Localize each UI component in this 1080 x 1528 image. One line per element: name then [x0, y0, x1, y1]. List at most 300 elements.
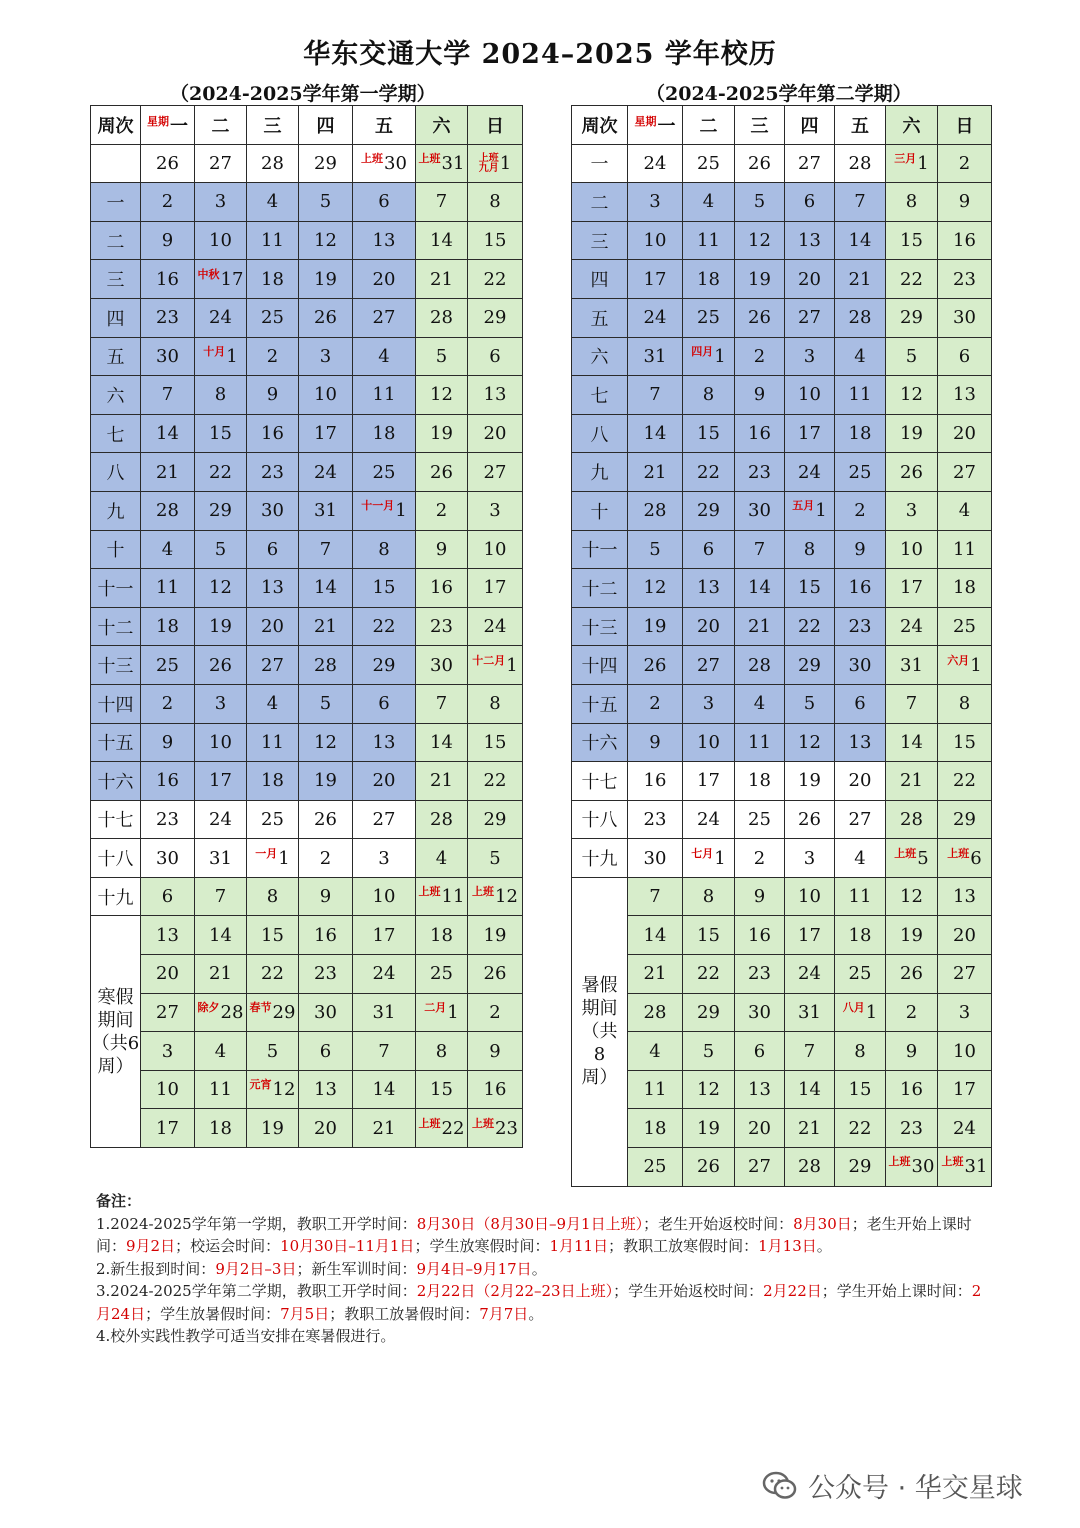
day-cell — [683, 955, 735, 994]
day-number: 19 — [900, 423, 923, 445]
day-cell — [299, 993, 353, 1032]
day-number: 4 — [854, 345, 866, 367]
day-cell — [835, 530, 886, 569]
day-cell — [353, 298, 416, 337]
day-number: 1 — [226, 345, 238, 367]
day-cell — [835, 877, 886, 916]
day-cell — [353, 260, 416, 299]
day-cell — [353, 221, 416, 260]
day-cell — [416, 491, 468, 530]
week-row — [91, 491, 523, 530]
day-cell — [735, 839, 785, 878]
day-cell — [195, 183, 247, 222]
day-number: 20 — [848, 770, 872, 792]
day-number: 30 — [748, 500, 771, 522]
day-cell — [299, 298, 353, 337]
day-cell — [141, 646, 195, 685]
week-number: 十二 — [91, 607, 141, 646]
day-cell — [683, 762, 735, 801]
day-number: 9 — [753, 384, 766, 406]
day-number: 28 — [220, 1001, 244, 1023]
vacation-label-line: （共6 — [91, 1032, 140, 1054]
day-cell — [628, 260, 683, 299]
remark-item — [96, 1258, 996, 1281]
day-cell — [247, 1032, 299, 1071]
day-number: 23 — [156, 808, 179, 830]
week-row — [91, 877, 523, 916]
day-cell — [938, 1032, 992, 1071]
day-number: 26 — [798, 808, 821, 830]
day-cell — [785, 298, 835, 337]
remark-date: 7月7日 — [479, 1304, 529, 1323]
day-number: 22 — [261, 963, 284, 985]
day-number: 16 — [900, 1079, 923, 1101]
day-number: 31 — [798, 1001, 821, 1023]
day-number: 9 — [319, 886, 332, 908]
day-cell — [683, 1070, 735, 1109]
day-cell — [938, 877, 992, 916]
day-annotation: 上班 — [472, 885, 495, 899]
day-annotation: 十一月 — [361, 499, 395, 513]
day-cell — [195, 955, 247, 994]
day-number: 24 — [643, 307, 667, 329]
day-cell — [835, 607, 886, 646]
day-number: 13 — [798, 230, 821, 252]
day-cell — [785, 260, 835, 299]
day-cell — [299, 453, 353, 492]
week-number: 二 — [572, 183, 628, 222]
day-cell — [353, 993, 416, 1032]
week-row — [91, 569, 523, 608]
day-cell — [886, 762, 938, 801]
remark-text: ；学生放寒假时间： — [414, 1237, 550, 1255]
remarks-heading: 备注： — [96, 1192, 142, 1210]
day-cell — [683, 569, 735, 608]
day-annotation: 十二月 — [472, 653, 506, 667]
day-number: 2 — [161, 693, 174, 715]
day-number: 11 — [848, 384, 872, 406]
day-cell — [468, 1109, 523, 1148]
day-cell — [141, 376, 195, 415]
day-number: 5 — [214, 538, 227, 560]
day-number: 11 — [953, 538, 976, 560]
day-cell — [195, 144, 247, 183]
week-row — [572, 1109, 992, 1148]
day-number: 21 — [430, 770, 453, 792]
day-number: 17 — [953, 1079, 976, 1101]
week-row — [91, 530, 523, 569]
day-cell — [141, 993, 195, 1032]
day-cell — [416, 800, 468, 839]
week-row — [572, 800, 992, 839]
day-number: 30 — [953, 307, 976, 329]
day-cell — [195, 221, 247, 260]
day-cell — [886, 491, 938, 530]
weekday-header: $^{星期}$一 — [141, 106, 195, 145]
day-number: 10 — [483, 538, 507, 560]
day-cell — [683, 221, 735, 260]
day-number: 25 — [748, 808, 771, 830]
page-title: 华东交通大学 2024–2025 学年校历 — [303, 39, 777, 70]
day-cell — [247, 453, 299, 492]
week-number: 十七 — [572, 762, 628, 801]
day-annotation: 中秋 — [197, 267, 220, 281]
day-number: 9 — [854, 538, 866, 560]
day-number: 9 — [905, 1040, 918, 1062]
day-cell — [835, 298, 886, 337]
day-cell — [886, 376, 938, 415]
day-cell — [735, 877, 785, 916]
day-cell — [247, 762, 299, 801]
day-number: 28 — [430, 307, 453, 329]
day-cell — [468, 453, 523, 492]
day-cell — [886, 569, 938, 608]
day-number: 8 — [489, 693, 501, 715]
week-number: 十六 — [91, 762, 141, 801]
day-number: 9 — [958, 191, 971, 213]
day-number: 5 — [266, 1040, 279, 1062]
day-annotation: 二月 — [424, 1000, 447, 1014]
day-number: 13 — [748, 1079, 771, 1101]
day-cell — [195, 877, 247, 916]
day-cell — [683, 453, 735, 492]
day-cell — [735, 762, 785, 801]
day-cell — [886, 183, 938, 222]
day-number: 27 — [156, 1001, 179, 1023]
day-cell — [195, 723, 247, 762]
day-cell — [735, 993, 785, 1032]
week-number — [91, 144, 141, 183]
day-cell — [938, 260, 992, 299]
day-cell — [299, 491, 353, 530]
week-row — [91, 916, 523, 955]
day-number: 19 — [748, 268, 771, 290]
day-number: 18 — [372, 423, 396, 445]
day-number: 11 — [209, 1079, 232, 1101]
day-cell — [628, 646, 683, 685]
day-number: 21 — [643, 461, 667, 483]
day-number: 2 — [266, 345, 279, 367]
day-annotation: 上班 — [418, 151, 441, 165]
day-cell — [735, 955, 785, 994]
remark-date: 2月22日 — [763, 1282, 822, 1300]
day-cell — [938, 607, 992, 646]
remark-text: ；新生军训时间： — [296, 1259, 417, 1278]
day-number: 16 — [848, 577, 872, 599]
day-number: 10 — [209, 731, 232, 753]
day-cell — [735, 144, 785, 183]
day-number: 26 — [209, 654, 232, 676]
day-cell — [785, 491, 835, 530]
day-cell — [835, 762, 886, 801]
day-number: 27 — [372, 808, 396, 830]
day-number: 25 — [848, 963, 872, 985]
day-number: 26 — [314, 808, 337, 830]
day-number: 1 — [714, 847, 726, 869]
day-cell — [628, 993, 683, 1032]
remark-date: 1月11日 — [549, 1237, 609, 1255]
day-annotation: 上班 — [418, 1116, 441, 1130]
week-number: 六 — [91, 376, 141, 415]
day-cell — [938, 337, 992, 376]
day-number: 28 — [314, 654, 337, 676]
day-cell — [353, 1070, 416, 1109]
day-number: 8 — [378, 538, 390, 560]
day-number: 17 — [372, 924, 396, 946]
week-row — [572, 1148, 992, 1187]
weekday-header: 四 — [299, 106, 353, 145]
day-cell — [785, 530, 835, 569]
remark-text: ；学生开始上课时间： — [821, 1282, 972, 1300]
day-number: 14 — [156, 423, 179, 445]
day-number: 11 — [848, 886, 872, 908]
day-number: 10 — [156, 1079, 179, 1101]
day-number: 9 — [161, 731, 174, 753]
week-number: 十四 — [572, 646, 628, 685]
day-cell — [628, 144, 683, 183]
day-number: 12 — [495, 886, 518, 908]
day-cell — [247, 1070, 299, 1109]
day-number: 1 — [278, 847, 290, 869]
day-number: 10 — [643, 230, 667, 252]
day-number: 29 — [272, 1001, 296, 1023]
day-number: 29 — [483, 307, 507, 329]
day-number: 29 — [848, 1156, 872, 1178]
day-cell — [785, 1109, 835, 1148]
week-row — [91, 144, 523, 183]
day-cell — [141, 955, 195, 994]
remark-date: 7月5日 — [280, 1304, 330, 1323]
day-number: 3 — [803, 847, 816, 869]
day-cell — [299, 530, 353, 569]
week-number: 十八 — [91, 839, 141, 878]
day-number: 14 — [314, 577, 337, 599]
day-number: 22 — [483, 268, 507, 290]
day-cell — [938, 839, 992, 878]
day-number: 5 — [905, 345, 918, 367]
day-cell — [628, 491, 683, 530]
day-cell — [299, 183, 353, 222]
day-cell — [735, 221, 785, 260]
day-number: 7 — [649, 384, 661, 406]
day-cell — [468, 955, 523, 994]
day-number: 8 — [854, 1040, 866, 1062]
day-number: 25 — [697, 152, 720, 174]
day-cell — [628, 337, 683, 376]
day-number: 23 — [314, 963, 337, 985]
day-number: 12 — [798, 731, 821, 753]
day-cell — [938, 530, 992, 569]
week-row — [91, 762, 523, 801]
day-number: 26 — [748, 152, 771, 174]
day-cell — [835, 684, 886, 723]
day-number: 22 — [483, 770, 507, 792]
day-cell — [683, 260, 735, 299]
day-number: 23 — [900, 1117, 923, 1139]
day-cell — [195, 298, 247, 337]
day-number: 20 — [798, 268, 821, 290]
day-cell — [468, 298, 523, 337]
day-number: 19 — [430, 423, 453, 445]
remark-date: 8月30日 — [793, 1214, 852, 1233]
day-number: 27 — [748, 1156, 771, 1178]
week-number: 三 — [91, 260, 141, 299]
day-cell — [886, 955, 938, 994]
day-number: 4 — [958, 500, 971, 522]
day-cell — [141, 337, 195, 376]
day-number: 5 — [702, 1040, 715, 1062]
day-cell — [195, 414, 247, 453]
day-number: 13 — [372, 731, 396, 753]
remark-text: ；老生开始上课时间： — [96, 1214, 972, 1255]
day-cell — [141, 1032, 195, 1071]
day-cell — [247, 530, 299, 569]
day-cell — [938, 1109, 992, 1148]
day-cell — [735, 1032, 785, 1071]
day-number: 24 — [209, 307, 232, 329]
day-cell — [416, 376, 468, 415]
day-number: 15 — [900, 230, 923, 252]
remark-item — [96, 1325, 996, 1348]
day-cell — [141, 414, 195, 453]
day-number: 19 — [314, 770, 337, 792]
day-cell — [628, 453, 683, 492]
day-cell — [416, 646, 468, 685]
day-number: 2 — [905, 1001, 918, 1023]
day-cell — [141, 183, 195, 222]
day-number: 31 — [964, 1156, 988, 1178]
day-number: 6 — [378, 191, 390, 213]
day-number: 16 — [314, 924, 337, 946]
day-cell — [299, 723, 353, 762]
day-cell — [195, 530, 247, 569]
week-number: 七 — [91, 414, 141, 453]
day-cell — [353, 1032, 416, 1071]
day-cell — [247, 723, 299, 762]
remarks-list — [96, 1213, 996, 1348]
week-row — [91, 221, 523, 260]
day-number: 14 — [430, 230, 453, 252]
day-number: 19 — [697, 1117, 720, 1139]
day-cell — [785, 762, 835, 801]
day-number: 24 — [798, 461, 821, 483]
day-cell — [416, 916, 468, 955]
day-number: 7 — [435, 693, 448, 715]
day-number: 28 — [798, 1156, 821, 1178]
day-number: 18 — [697, 268, 720, 290]
weekday-header: 二 — [683, 106, 735, 145]
day-cell — [628, 183, 683, 222]
day-number: 2 — [319, 847, 332, 869]
day-number: 22 — [372, 616, 396, 638]
day-cell — [353, 839, 416, 878]
day-cell — [195, 762, 247, 801]
day-number: 30 — [156, 847, 179, 869]
day-cell — [247, 684, 299, 723]
day-number: 2 — [649, 693, 661, 715]
day-number: 20 — [261, 616, 284, 638]
day-number: 3 — [958, 1001, 971, 1023]
day-cell — [141, 916, 195, 955]
day-number: 17 — [220, 268, 244, 290]
weekday-prefix: 星期 — [147, 114, 169, 128]
day-cell — [886, 337, 938, 376]
day-number: 7 — [378, 1040, 390, 1062]
weekday-header: 三 — [735, 106, 785, 145]
day-number: 27 — [261, 654, 284, 676]
day-number: 22 — [441, 1117, 465, 1139]
day-number: 2 — [958, 152, 971, 174]
day-cell — [785, 376, 835, 415]
week-number: 十七 — [91, 800, 141, 839]
day-number: 5 — [803, 693, 816, 715]
day-number: 15 — [697, 423, 720, 445]
day-cell — [683, 993, 735, 1032]
day-number: 19 — [483, 924, 507, 946]
remark-date: 2月24日 — [96, 1282, 982, 1323]
day-number: 9 — [489, 1040, 501, 1062]
vacation-label — [572, 877, 628, 1186]
day-number: 27 — [372, 307, 396, 329]
day-cell — [141, 298, 195, 337]
day-number: 29 — [697, 500, 720, 522]
day-cell — [886, 916, 938, 955]
day-cell — [683, 723, 735, 762]
day-number: 30 — [848, 654, 872, 676]
week-row — [572, 607, 992, 646]
day-cell — [735, 337, 785, 376]
day-cell — [785, 221, 835, 260]
remark-date: 9月4日–9月17日 — [416, 1259, 532, 1278]
day-cell — [195, 491, 247, 530]
day-number: 12 — [272, 1079, 296, 1101]
day-number: 10 — [798, 886, 821, 908]
day-cell — [835, 1109, 886, 1148]
day-number: 8 — [958, 693, 971, 715]
day-number: 24 — [209, 808, 232, 830]
week-number: 五 — [572, 298, 628, 337]
day-number: 12 — [314, 230, 337, 252]
day-number: 4 — [649, 1040, 661, 1062]
day-number: 3 — [702, 693, 715, 715]
day-number: 8 — [266, 886, 279, 908]
day-number: 23 — [748, 963, 771, 985]
day-number: 15 — [848, 1079, 872, 1101]
day-cell — [299, 916, 353, 955]
day-cell — [416, 723, 468, 762]
day-number: 4 — [214, 1040, 227, 1062]
remark-text: ；校运会时间： — [175, 1237, 281, 1255]
day-number: 13 — [953, 886, 976, 908]
day-number: 21 — [643, 963, 667, 985]
day-cell — [416, 607, 468, 646]
day-cell — [353, 916, 416, 955]
day-cell — [628, 877, 683, 916]
day-number: 5 — [435, 345, 448, 367]
day-number: 4 — [161, 538, 174, 560]
day-cell — [468, 144, 523, 183]
day-number: 21 — [798, 1117, 821, 1139]
day-cell — [785, 1070, 835, 1109]
week-number: 十 — [572, 491, 628, 530]
day-number: 2 — [753, 345, 766, 367]
day-number: 14 — [430, 731, 453, 753]
day-number: 27 — [798, 152, 821, 174]
day-number: 4 — [435, 847, 448, 869]
day-number: 27 — [483, 461, 507, 483]
week-row — [91, 183, 523, 222]
day-number: 30 — [911, 1156, 935, 1178]
